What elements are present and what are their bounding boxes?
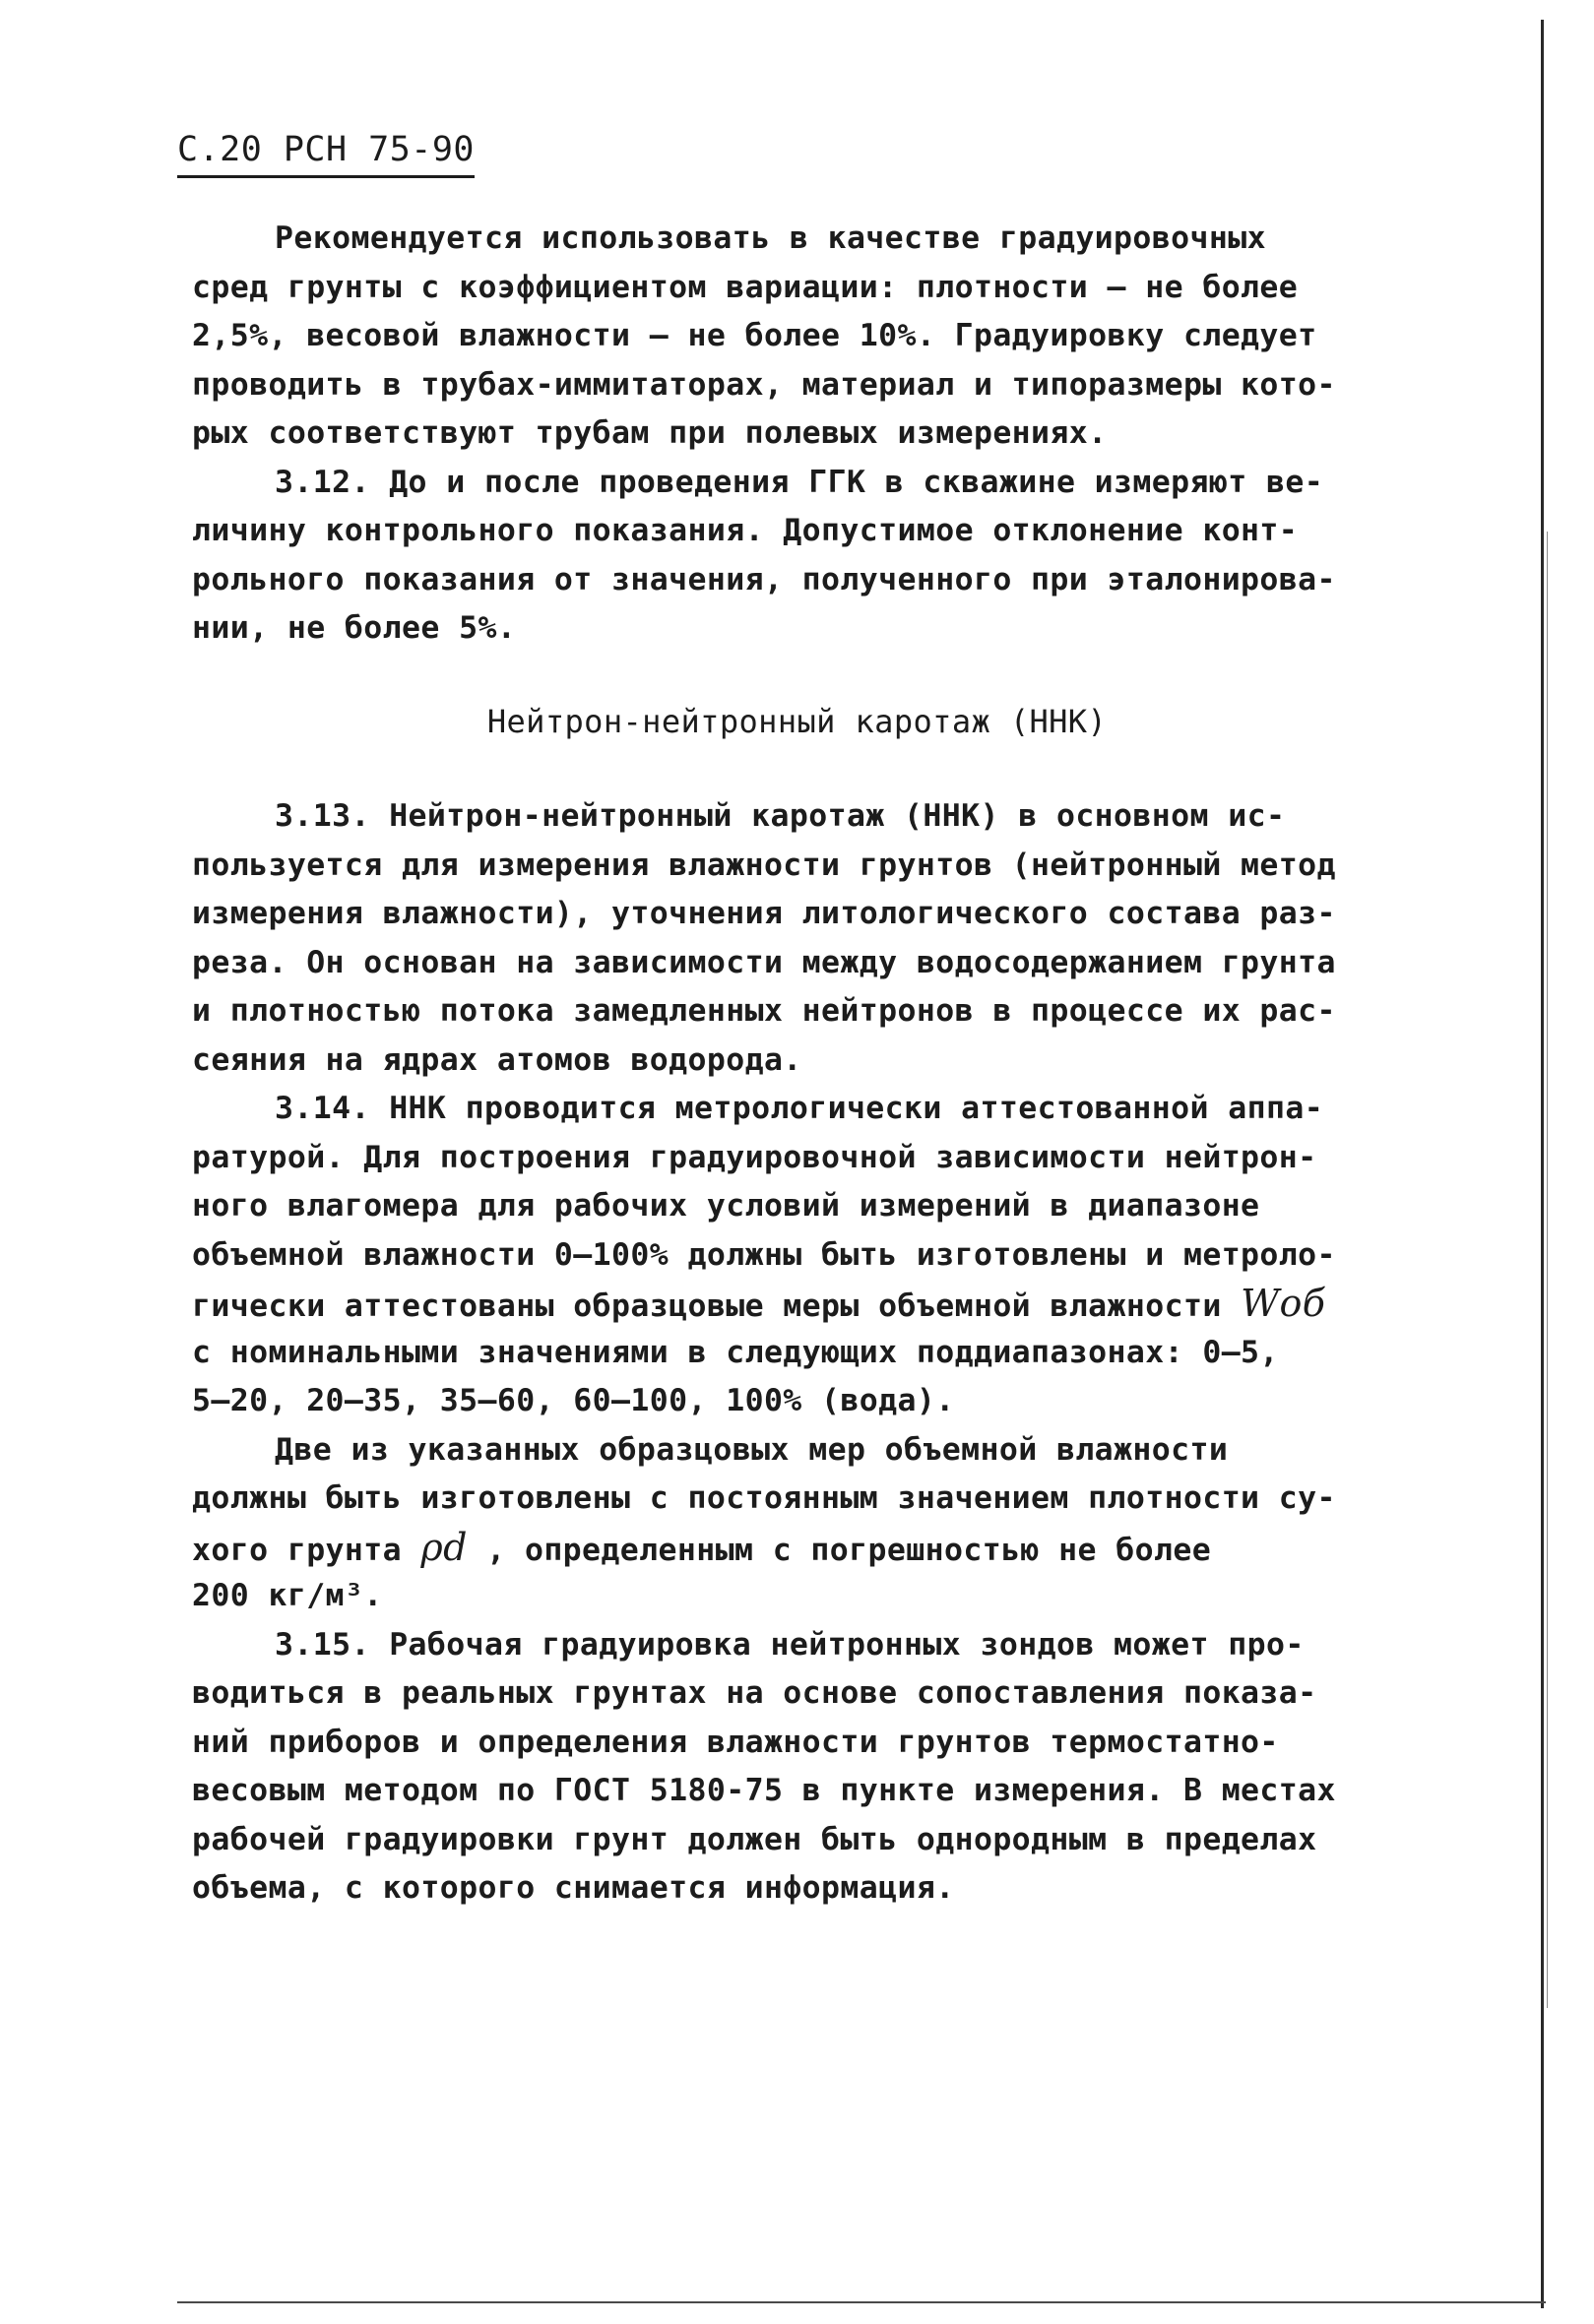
text-line: ного влагомера для рабочих условий измерений в диапазоне xyxy=(192,1188,1260,1224)
text-line: весовым методом по ГОСТ 5180-75 в пункте измерения. В местах xyxy=(192,1773,1336,1808)
text-line: с номинальными значениями в следующих поддиапазонах: 0–5, xyxy=(192,1334,1279,1370)
text-block-1 xyxy=(192,215,1373,654)
text-line-with-symbol xyxy=(192,1524,1373,1573)
text-line: объема, с которого снимается информация. xyxy=(192,1870,955,1906)
text-fragment: хого грунта xyxy=(192,1532,421,1568)
text-line: 3.14. ННК проводится метрологически аттестованной аппа- xyxy=(275,1091,1324,1126)
text-line: водиться в реальных грунтах на основе сопоставления показа- xyxy=(192,1675,1317,1711)
text-line: проводить в трубах-иммитаторах, материал и типоразмеры кото- xyxy=(192,366,1336,403)
text-line: рых соответствуют трубам при полевых измерениях. xyxy=(192,415,1108,451)
text-line: реза. Он основан на зависимости между водосодержанием грунта xyxy=(192,944,1336,980)
text-line: сред грунты с коэффициентом вариации: плотности – не более xyxy=(192,269,1299,305)
text-line: 5–20, 20–35, 35–60, 60–100, 100% (вода). xyxy=(192,1383,955,1418)
text-line: измерения влажности), уточнения литологического состава раз- xyxy=(192,896,1336,931)
text-line: сеяния на ядрах атомов водорода. xyxy=(192,1041,802,1078)
text-line: пользуется для измерения влажности грунтов (нейтронный метод xyxy=(192,847,1336,883)
text-line: 3.13. Нейтрон-нейтронный каротаж (ННК) в основном ис- xyxy=(275,798,1286,834)
text-line: ний приборов и определения влажности грунтов термостатно- xyxy=(192,1724,1279,1760)
text-line: нии, не более 5%. xyxy=(192,610,517,646)
page-header: С.20 РСН 75-90 xyxy=(177,130,475,178)
text-line: рабочей градуировки грунт должен быть однородным в пределах xyxy=(192,1821,1317,1857)
text-line: объемной влажности 0–100% должны быть изготовлены и метроло- xyxy=(192,1236,1336,1273)
page-edge-right-shadow xyxy=(1547,532,1548,2008)
text-line: 3.15. Рабочая градуировка нейтронных зондов может про- xyxy=(275,1626,1305,1663)
text-line: Две из указанных образцовых мер объемной влажности xyxy=(275,1431,1229,1468)
text-line: 200 кг/м³. xyxy=(192,1578,383,1613)
wob-symbol: Wоб xyxy=(1241,1282,1326,1325)
page-edge-bottom xyxy=(177,2301,1546,2303)
text-line-with-symbol xyxy=(192,1280,1373,1329)
text-line: ратурой. Для построения градуировочной зависимости нейтрон- xyxy=(192,1139,1317,1175)
rho-d-symbol: ρd xyxy=(420,1525,468,1569)
text-fragment: , определенным с погрешностью не более xyxy=(467,1532,1212,1568)
text-line: и плотностью потока замедленных нейтронов в процессе их рас- xyxy=(192,993,1336,1029)
text-line: рольного показания от значения, полученного при эталонирова- xyxy=(192,561,1336,597)
text-line: должны быть изготовлены с постоянным значением плотности су- xyxy=(192,1480,1336,1516)
text-line: личину контрольного показания. Допустимое отклонение конт- xyxy=(192,513,1299,548)
section-heading: Нейтрон-нейтронный каротаж (ННК) xyxy=(486,703,1108,740)
text-fragment: гически аттестованы образцовые меры объемной влажности xyxy=(192,1288,1242,1324)
page-edge-right xyxy=(1541,20,1544,2308)
text-block-2 xyxy=(192,792,1373,1914)
text-line: Рекомендуется использовать в качестве градуировочных xyxy=(275,220,1266,256)
text-line: 3.12. До и после проведения ГГК в скважине измеряют ве- xyxy=(275,464,1324,500)
text-line: 2,5%, весовой влажности – не более 10%. Градуировку следует xyxy=(192,318,1317,353)
